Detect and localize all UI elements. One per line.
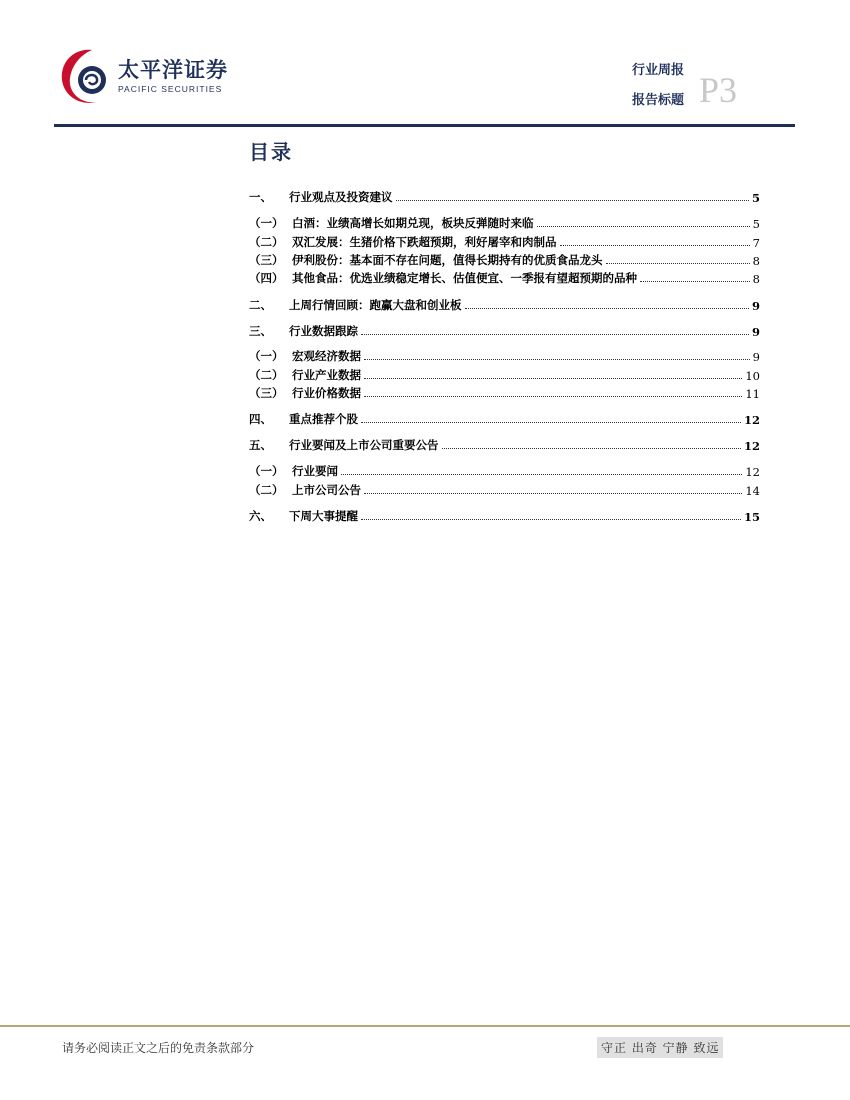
leader-dots	[341, 474, 742, 475]
toc-entry-text: 行业产业数据	[292, 368, 361, 382]
leader-dots	[364, 493, 742, 494]
toc-entry[interactable]	[249, 435, 760, 453]
toc-entry-page: 5	[751, 191, 760, 205]
company-logo	[58, 44, 238, 108]
toc-entry-number: （二）	[249, 368, 284, 382]
toc-entry-page: 9	[751, 299, 760, 313]
leader-dots	[465, 308, 749, 309]
leader-dots	[640, 281, 750, 282]
toc-entry-text: 其他食品：优选业绩稳定增长、估值便宜、一季报有望超预期的品种	[292, 271, 637, 285]
toc-entry-number: （一）	[249, 464, 284, 478]
toc-entry-page: 9	[751, 325, 760, 339]
toc-entry[interactable]	[249, 232, 760, 250]
leader-dots	[361, 519, 741, 520]
toc-entry[interactable]	[249, 321, 760, 339]
toc-entry-text: 双汇发展：生猪价格下跌超预期，利好屠宰和肉制品	[292, 235, 557, 249]
leader-dots	[361, 422, 741, 423]
pacific-logo-icon	[58, 44, 116, 108]
toc-entry-text: 行业价格数据	[292, 386, 361, 400]
header-divider	[54, 124, 795, 127]
toc-entry-text: 上市公司公告	[292, 483, 361, 497]
leader-dots	[364, 396, 742, 397]
toc-entry-text: 上周行情回顾：跑赢大盘和创业板	[289, 298, 462, 312]
leader-dots	[606, 263, 750, 264]
toc-entry-number: （三）	[249, 386, 284, 400]
leader-dots	[396, 200, 749, 201]
toc-entry[interactable]	[249, 383, 760, 401]
toc-entry-page: 14	[745, 484, 760, 498]
toc-entry-number: （四）	[249, 271, 284, 285]
toc-entry-text: 伊利股份：基本面不存在问题，值得长期持有的优质食品龙头	[292, 253, 603, 267]
report-type: 行业周报	[631, 63, 684, 78]
toc-entry-text: 行业观点及投资建议	[289, 190, 393, 204]
toc-entry-number: 一、	[249, 190, 272, 204]
toc-entry-page: 11	[745, 387, 760, 401]
toc-entry-text: 下周大事提醒	[289, 509, 358, 523]
leader-dots	[364, 378, 742, 379]
footer-divider	[0, 1025, 850, 1027]
toc-entry-page: 5	[752, 217, 760, 231]
report-subtitle: 报告标题	[631, 93, 684, 108]
toc-entry-number: （一）	[249, 349, 284, 363]
footer-motto: 守正 出奇 宁静 致远	[597, 1037, 723, 1058]
logo-english-name: PACIFIC SECURITIES	[118, 84, 223, 94]
toc-entry-page: 10	[745, 369, 760, 383]
toc-entry-text: 重点推荐个股	[289, 412, 358, 426]
toc-entry-page: 9	[752, 350, 760, 364]
toc-entry[interactable]	[249, 365, 760, 383]
toc-entry[interactable]	[249, 187, 760, 205]
toc-entry-text: 宏观经济数据	[292, 349, 361, 363]
toc-entry-number: 二、	[249, 298, 272, 312]
toc-entry-number: （三）	[249, 253, 284, 267]
toc-entry[interactable]	[249, 346, 760, 364]
toc-entry[interactable]	[249, 295, 760, 313]
toc-entry-page: 12	[743, 413, 760, 427]
toc-entry-page: 8	[752, 272, 760, 286]
toc-entry-text: 行业数据跟踪	[289, 324, 358, 338]
logo-chinese-name: 太平洋证券	[118, 58, 228, 82]
leader-dots	[537, 226, 750, 227]
toc-entry-text: 白酒：业绩高增长如期兑现，板块反弹随时来临	[292, 216, 534, 230]
toc-entry-page: 12	[743, 439, 760, 453]
toc-entry-page: 15	[743, 510, 760, 524]
toc-entry[interactable]	[249, 268, 760, 286]
toc-entry[interactable]	[249, 461, 760, 479]
page-number-mark: P3	[699, 70, 738, 110]
toc-entry-page: 12	[745, 465, 760, 479]
toc-entry[interactable]	[249, 250, 760, 268]
toc-entry-number: （一）	[249, 216, 284, 230]
toc-entry-number: 四、	[249, 412, 272, 426]
toc-entry-number: 五、	[249, 438, 272, 452]
toc-entry-page: 7	[752, 236, 760, 250]
leader-dots	[560, 245, 750, 246]
toc-entry-number: （二）	[249, 483, 284, 497]
toc-entry-number: 三、	[249, 324, 272, 338]
toc-entry[interactable]	[249, 480, 760, 498]
toc-title: 目录	[249, 140, 293, 164]
toc-entry-text: 行业要闻	[292, 464, 338, 478]
toc-entry-number: 六、	[249, 509, 272, 523]
footer-disclaimer: 请务必阅读正文之后的免责条款部分	[62, 1041, 255, 1055]
leader-dots	[361, 334, 749, 335]
leader-dots	[364, 359, 750, 360]
leader-dots	[442, 448, 741, 449]
toc-entry[interactable]	[249, 506, 760, 524]
toc-entry-text: 行业要闻及上市公司重要公告	[289, 438, 439, 452]
toc-entry-page: 8	[752, 254, 760, 268]
toc-entry[interactable]	[249, 409, 760, 427]
toc-entry-number: （二）	[249, 235, 284, 249]
toc-entry[interactable]	[249, 213, 760, 231]
